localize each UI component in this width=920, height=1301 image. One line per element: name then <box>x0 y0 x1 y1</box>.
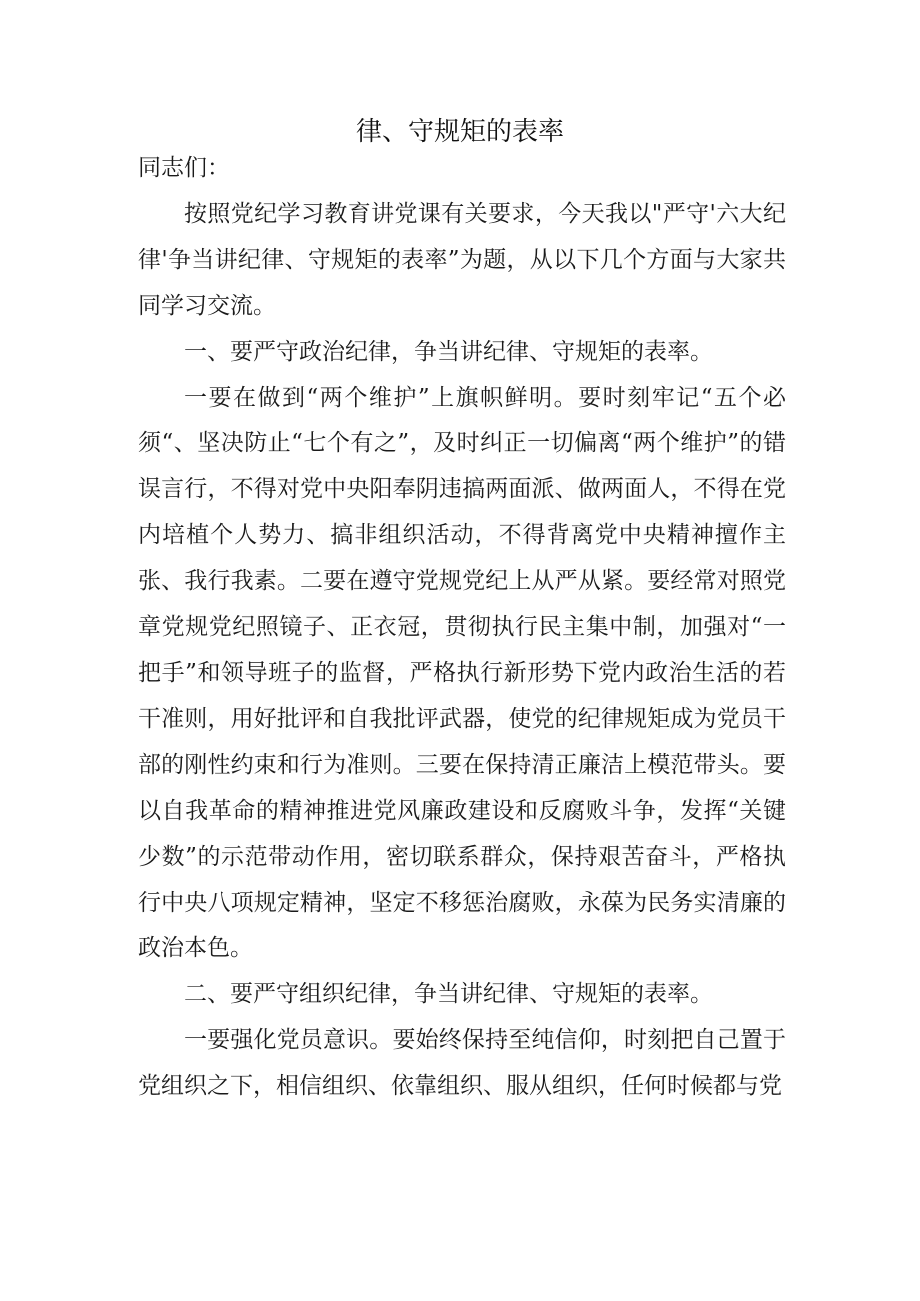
paragraph-political-discipline: 一要在做到“两个维护”上旗帜鲜明。要时刻牢记“五个必须“、坚决防止“七个有之”，及时纠正一切偏离“两个维护”的错误言行，不得对党中央阳奉阴违搞两面派、做两面人，不得在党内培植个人势力、搞非组织活动，不得背离党中央精神擅作主张、我行我素。二要在遵守党规党纪上从严从紧。要经常对照党章党规党纪照镜子、正衣冠，贯彻执行民主集中制，加强对“一把手”和领导班子的监督，严格执行新形势下党内政治生活的若干准则，用好批评和自我批评武器，使党的纪律规矩成为党员干部的刚性约束和行为准则。三要在保持清正廉洁上模范带头。要以自我革命的精神推进党风廉政建设和反腐败斗争，发挥“关键少数”的示范带动作用，密切联系群众，保持艰苦奋斗，严格执行中央八项规定精神，坚定不移惩治腐败，永葆为民务实清廉的政治本色。 <box>138 384 786 962</box>
paragraph-organizational-discipline: 一要强化党员意识。要始终保持至纯信仰，时刻把自己置于党组织之下，相信组织、依靠组织、服从组织，任何时候都与党 <box>138 1027 786 1100</box>
section-heading-2: 二、要严守组织纪律，争当讲纪律、守规矩的表率。 <box>184 981 713 1008</box>
section-heading-1: 一、要严守政治纪律，争当讲纪律、守规矩的表率。 <box>184 338 713 365</box>
document-title: 律、守规矩的表率 <box>355 117 564 147</box>
salutation: 同志们： <box>138 155 230 181</box>
document-body <box>138 146 786 1110</box>
paragraph-intro: 按照党纪学习教育讲党课有关要求，今天我以"严守'六大纪律'争当讲纪律、守规矩的表率”为题，从以下几个方面与大家共同学习交流。 <box>138 200 786 319</box>
